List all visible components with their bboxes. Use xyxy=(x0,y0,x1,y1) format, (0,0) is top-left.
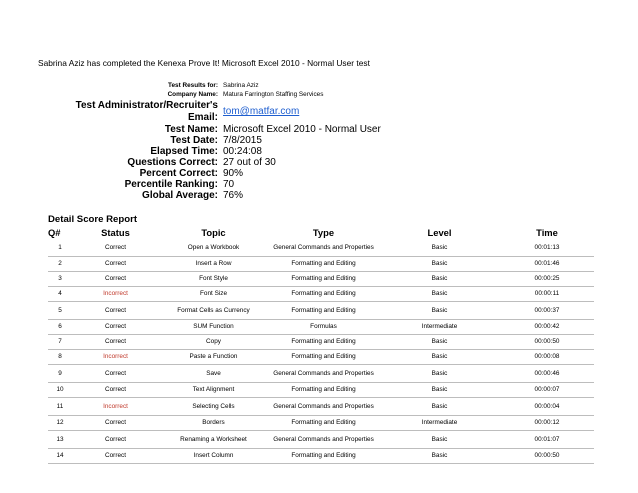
cell-topic: Paste a Function xyxy=(159,350,268,365)
cell-q: 11 xyxy=(48,398,72,416)
table-row xyxy=(48,287,594,302)
admin-email-link[interactable]: tom@matfar.com xyxy=(223,106,300,117)
cell-time: 00:01:07 xyxy=(500,431,594,449)
table-row xyxy=(48,416,594,431)
table-row xyxy=(48,383,594,398)
cell-q: 6 xyxy=(48,320,72,335)
cell-status: Correct xyxy=(72,416,159,431)
table-row xyxy=(48,365,594,383)
cell-q: 13 xyxy=(48,431,72,449)
cell-time: 00:00:37 xyxy=(500,302,594,320)
header-time: Time xyxy=(536,226,558,238)
cell-type: Formatting and Editing xyxy=(268,335,379,350)
percentile-value: 70 xyxy=(223,179,235,190)
cell-level: Basic xyxy=(379,398,500,416)
cell-q: 9 xyxy=(48,365,72,383)
cell-status: Correct xyxy=(72,449,159,464)
cell-type: General Commands and Properties xyxy=(268,431,379,449)
test-date-value: 7/8/2015 xyxy=(223,135,262,146)
table-header-row xyxy=(48,225,594,239)
table-row xyxy=(48,350,594,365)
header-topic: Topic xyxy=(201,226,226,238)
detail-score-table xyxy=(48,225,594,464)
cell-q: 1 xyxy=(48,239,72,257)
cell-status: Correct xyxy=(72,257,159,272)
cell-level: Basic xyxy=(379,239,500,257)
cell-topic: Font Style xyxy=(159,272,268,287)
cell-type: Formatting and Editing xyxy=(268,302,379,320)
cell-time: 00:01:46 xyxy=(500,257,594,272)
cell-level: Intermediate xyxy=(379,416,500,431)
cell-q: 7 xyxy=(48,335,72,350)
cell-type: General Commands and Properties xyxy=(268,398,379,416)
cell-q: 2 xyxy=(48,257,72,272)
global-value: 76% xyxy=(223,190,244,201)
cell-topic: Insert Column xyxy=(159,449,268,464)
cell-level: Intermediate xyxy=(379,320,500,335)
company-label: Company Name: xyxy=(167,91,218,98)
test-name-value: Microsoft Excel 2010 - Normal User xyxy=(223,124,381,135)
cell-time: 00:00:08 xyxy=(500,350,594,365)
report-headline: Sabrina Aziz has completed the Kenexa Prove It! Microsoft Excel 2010 - Normal User test xyxy=(38,58,370,68)
table-row xyxy=(48,272,594,287)
cell-time: 00:00:12 xyxy=(500,416,594,431)
header-status: Status xyxy=(101,226,130,238)
cell-topic: Save xyxy=(159,365,268,383)
cell-time: 00:01:13 xyxy=(500,239,594,257)
cell-status: Correct xyxy=(72,302,159,320)
cell-q: 14 xyxy=(48,449,72,464)
cell-time: 00:00:50 xyxy=(500,335,594,350)
cell-level: Basic xyxy=(379,431,500,449)
cell-topic: Open a Workbook xyxy=(159,239,268,257)
cell-level: Basic xyxy=(379,350,500,365)
cell-topic: Copy xyxy=(159,335,268,350)
percent-value: 90% xyxy=(223,168,244,179)
cell-level: Basic xyxy=(379,272,500,287)
cell-topic: SUM Function xyxy=(159,320,268,335)
cell-status: Correct xyxy=(72,272,159,287)
cell-topic: Insert a Row xyxy=(159,257,268,272)
elapsed-value: 00:24:08 xyxy=(223,146,262,157)
cell-q: 8 xyxy=(48,350,72,365)
cell-type: Formatting and Editing xyxy=(268,383,379,398)
cell-topic: Format Cells as Currency xyxy=(159,302,268,320)
admin-email-label xyxy=(76,100,218,123)
table-row xyxy=(48,335,594,350)
table-row xyxy=(48,302,594,320)
cell-time: 00:00:04 xyxy=(500,398,594,416)
cell-level: Basic xyxy=(379,383,500,398)
cell-level: Basic xyxy=(379,365,500,383)
table-row xyxy=(48,449,594,464)
cell-status: Correct xyxy=(72,431,159,449)
results-value: Sabrina Aziz xyxy=(223,82,259,89)
cell-status: Correct xyxy=(72,239,159,257)
cell-topic: Selecting Cells xyxy=(159,398,268,416)
cell-type: Formatting and Editing xyxy=(268,449,379,464)
header-q: Q# xyxy=(48,226,61,238)
cell-type: Formulas xyxy=(268,320,379,335)
cell-topic: Borders xyxy=(159,416,268,431)
cell-type: Formatting and Editing xyxy=(268,272,379,287)
cell-status: Incorrect xyxy=(72,398,159,416)
cell-time: 00:00:07 xyxy=(500,383,594,398)
results-label: Test Results for: xyxy=(168,82,218,89)
cell-time: 00:00:50 xyxy=(500,449,594,464)
cell-status: Correct xyxy=(72,365,159,383)
percent-label: Percent Correct: xyxy=(139,168,218,179)
table-row xyxy=(48,257,594,272)
header-level: Level xyxy=(427,226,452,238)
cell-q: 3 xyxy=(48,272,72,287)
table-row xyxy=(48,398,594,416)
cell-level: Basic xyxy=(379,287,500,302)
cell-q: 12 xyxy=(48,416,72,431)
cell-level: Basic xyxy=(379,302,500,320)
test-name-label: Test Name: xyxy=(164,124,218,135)
table-row xyxy=(48,320,594,335)
cell-time: 00:00:25 xyxy=(500,272,594,287)
cell-status: Incorrect xyxy=(72,287,159,302)
header-type: Type xyxy=(312,226,335,238)
cell-status: Correct xyxy=(72,335,159,350)
company-value: Matura Farrington Staffing Services xyxy=(223,91,324,98)
cell-type: Formatting and Editing xyxy=(268,350,379,365)
cell-level: Basic xyxy=(379,335,500,350)
table-row xyxy=(48,239,594,257)
cell-q: 5 xyxy=(48,302,72,320)
cell-type: Formatting and Editing xyxy=(268,257,379,272)
cell-topic: Text Alignment xyxy=(159,383,268,398)
global-label: Global Average: xyxy=(142,190,218,201)
cell-type: General Commands and Properties xyxy=(268,239,379,257)
cell-type: General Commands and Properties xyxy=(268,365,379,383)
detail-report-title: Detail Score Report xyxy=(48,214,138,225)
cell-status: Correct xyxy=(72,320,159,335)
cell-time: 00:00:46 xyxy=(500,365,594,383)
cell-q: 4 xyxy=(48,287,72,302)
questions-label: Questions Correct: xyxy=(127,157,218,168)
cell-type: Formatting and Editing xyxy=(268,416,379,431)
cell-time: 00:00:11 xyxy=(500,287,594,302)
questions-value: 27 out of 30 xyxy=(223,157,276,168)
cell-topic: Renaming a Worksheet xyxy=(159,431,268,449)
cell-status: Correct xyxy=(72,383,159,398)
cell-time: 00:00:42 xyxy=(500,320,594,335)
table-row xyxy=(48,431,594,449)
cell-level: Basic xyxy=(379,449,500,464)
cell-level: Basic xyxy=(379,257,500,272)
admin-label-line2: Email: xyxy=(187,111,218,123)
cell-topic: Font Size xyxy=(159,287,268,302)
test-date-label: Test Date: xyxy=(170,135,218,146)
admin-label-line1: Test Administrator/Recruiter's xyxy=(75,100,218,111)
cell-type: Formatting and Editing xyxy=(268,287,379,302)
percentile-label: Percentile Ranking: xyxy=(124,179,218,190)
cell-status: Incorrect xyxy=(72,350,159,365)
elapsed-label: Elapsed Time: xyxy=(150,146,218,157)
cell-q: 10 xyxy=(48,383,72,398)
